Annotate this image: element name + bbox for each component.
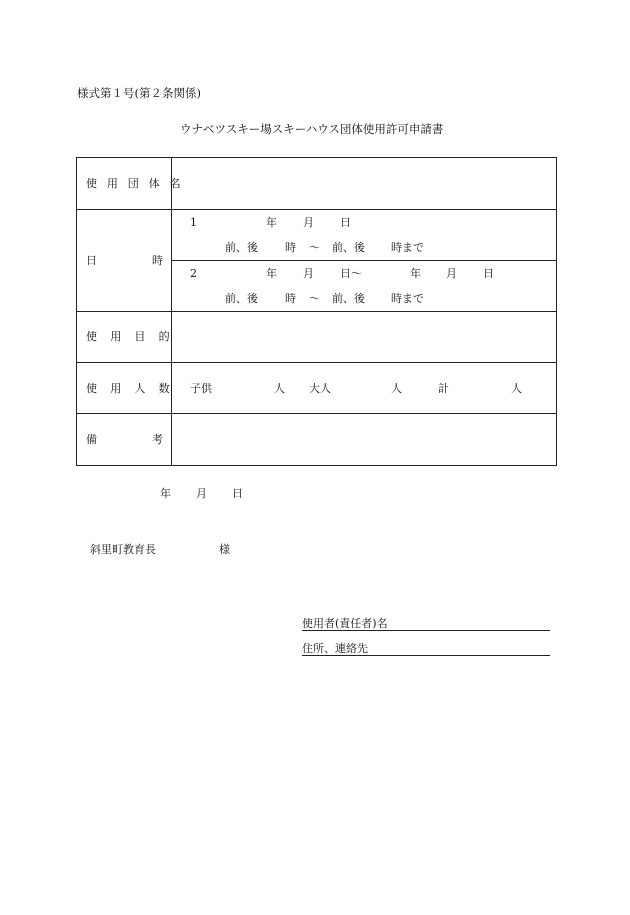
- entry2-start-hour: 時: [285, 292, 296, 305]
- addressee-honorific: 様: [219, 543, 230, 556]
- entry1-start-ampm: 前、後: [225, 241, 258, 254]
- form-title: ウナベツスキー場スキーハウス団体使用許可申請書: [180, 122, 444, 136]
- group-name-label: 使用団体名: [86, 177, 191, 190]
- entry1-day: 日: [340, 216, 351, 229]
- datetime-label-time: 時: [152, 254, 163, 267]
- entry2-end-hour: 時まで: [391, 292, 424, 305]
- entry1-year: 年: [266, 216, 277, 229]
- datetime-label-day: 日: [86, 254, 97, 267]
- entry2-month-to: 月: [446, 267, 457, 280]
- entry2-start-ampm: 前、後: [225, 292, 258, 305]
- entry2-day-from: 日～: [340, 267, 362, 280]
- date-day: 日: [232, 487, 243, 500]
- date-month: 月: [196, 487, 207, 500]
- group-name-field[interactable]: [173, 159, 555, 208]
- remarks-field[interactable]: [173, 415, 555, 464]
- entry2-day-to: 日: [483, 267, 494, 280]
- entry1-number: 1: [190, 216, 197, 229]
- applicant-name-line[interactable]: [302, 630, 550, 631]
- entry2-end-ampm: 前、後: [332, 292, 365, 305]
- entry2-year-to: 年: [410, 267, 421, 280]
- entry2-tilde: ～: [309, 292, 320, 305]
- purpose-label: 使用目的: [86, 330, 183, 343]
- form-number: 様式第１号(第２条関係): [77, 86, 201, 100]
- entry1-start-hour: 時: [285, 241, 296, 254]
- adults-unit: 人: [391, 382, 402, 395]
- date-year: 年: [160, 487, 171, 500]
- children-label: 子供: [190, 382, 212, 395]
- entry1-end-ampm: 前、後: [332, 241, 365, 254]
- entry2-year: 年: [266, 267, 277, 280]
- adults-label: 大人: [309, 382, 331, 395]
- entry1-tilde: ～: [309, 241, 320, 254]
- addressee: 斜里町教育長: [90, 543, 156, 556]
- address-label: 住所、連絡先: [302, 642, 368, 655]
- entry2-month: 月: [303, 267, 314, 280]
- remarks-label-1: 備: [86, 433, 97, 446]
- children-unit: 人: [274, 382, 285, 395]
- applicant-label: 使用者(責任者)名: [302, 617, 388, 630]
- entry1-month: 月: [303, 216, 314, 229]
- entry1-end-hour: 時まで: [391, 241, 424, 254]
- total-unit: 人: [511, 382, 522, 395]
- remarks-label-2: 考: [152, 433, 163, 446]
- total-label: 計: [438, 382, 449, 395]
- address-line[interactable]: [302, 655, 550, 656]
- entry2-number: 2: [190, 267, 197, 280]
- count-label: 使用人数: [86, 382, 183, 395]
- purpose-field[interactable]: [173, 313, 555, 361]
